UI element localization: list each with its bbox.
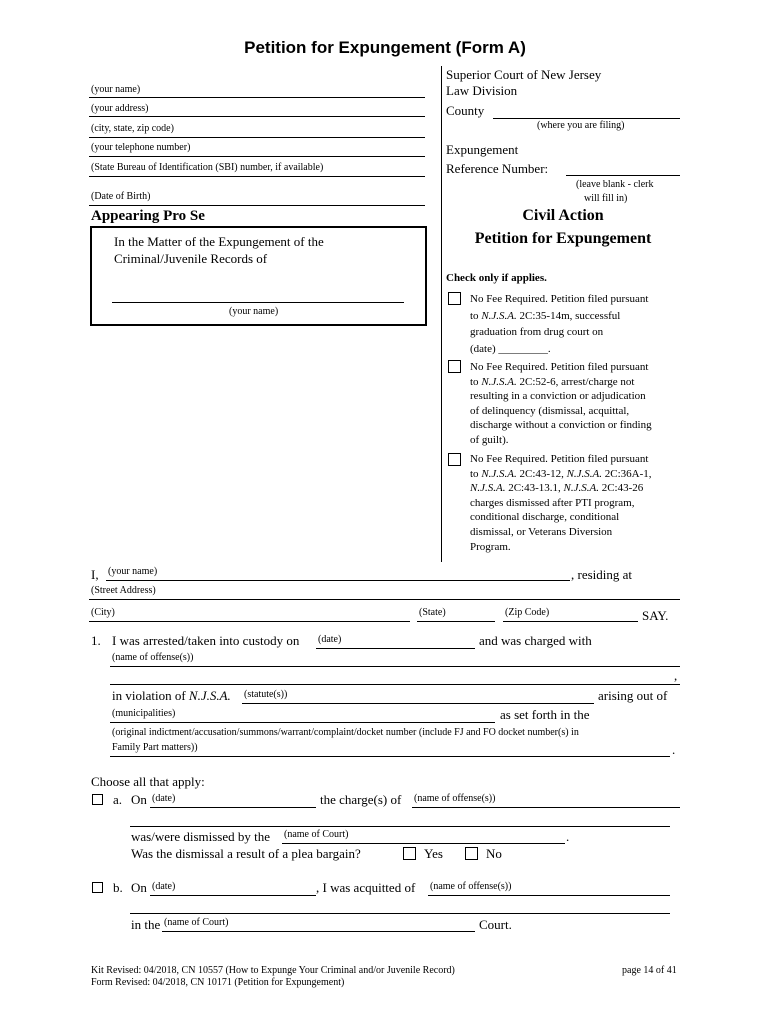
residing-at: , residing at	[571, 567, 633, 582]
matter-line-2: Criminal/Juvenile Records of	[114, 251, 268, 266]
item-1-text: I was arrested/taken into custody on	[112, 633, 300, 648]
option-a-charges-label: the charge(s) of	[320, 792, 402, 807]
expungement-label: Expungement	[446, 142, 519, 157]
docket-period: .	[672, 742, 676, 757]
city-field[interactable]	[89, 621, 410, 622]
option-a-offenses-field-2[interactable]	[130, 826, 670, 827]
page-number: page 14 of 41	[622, 965, 677, 976]
court-end-label: Court.	[479, 917, 512, 932]
option-b-checkbox[interactable]	[92, 882, 103, 893]
your-name-field[interactable]	[89, 97, 425, 98]
offenses-comma: ,	[674, 668, 678, 683]
option-b-court-field[interactable]	[162, 931, 475, 932]
dob-field[interactable]	[89, 205, 425, 206]
dismissed-by-label: was/were dismissed by the	[131, 829, 271, 844]
item-1-number: 1.	[91, 633, 101, 648]
municipalities-hint: (municipalities)	[112, 708, 176, 719]
option-a-label: a.	[113, 792, 123, 807]
reference-number-label: Reference Number:	[446, 161, 549, 176]
option-b-offenses-hint: (name of offense(s))	[430, 881, 512, 892]
fee-option-1: No Fee Required. Petition filed pursuant to N.J.S.A. 2C:35-14m, successful graduation from drug court on (date) _________.	[470, 293, 649, 355]
state-field[interactable]	[417, 621, 495, 622]
option-a-court-field[interactable]	[282, 843, 565, 844]
appearing-pro-se: Appearing Pro Se	[91, 208, 205, 224]
telephone-hint: (your telephone number)	[91, 142, 191, 153]
option-b-label: b.	[113, 880, 123, 895]
sbi-field[interactable]	[89, 176, 425, 177]
arrest-date-hint: (date)	[318, 634, 342, 645]
fee-option-1-checkbox[interactable]	[448, 292, 461, 305]
plea-yes-checkbox[interactable]	[403, 847, 416, 860]
option-a-offenses-hint: (name of offense(s))	[414, 793, 496, 804]
telephone-field[interactable]	[89, 156, 425, 157]
option-a-date-field[interactable]	[150, 807, 316, 808]
footer-form-revised: Form Revised: 04/2018, CN 10171 (Petition for Expungement)	[91, 977, 345, 988]
city-state-zip-hint: (city, state, zip code)	[91, 123, 174, 134]
reference-number-field[interactable]	[566, 175, 680, 176]
option-b-on: On	[131, 880, 147, 895]
option-b-date-hint: (date)	[152, 881, 176, 892]
statutes-hint: (statute(s))	[244, 689, 288, 700]
fee-option-3-checkbox[interactable]	[448, 453, 461, 466]
footer-kit-revised: Kit Revised: 04/2018, CN 10557 (How to Expunge Your Criminal and/or Juvenile Record)	[91, 965, 455, 976]
check-only-heading: Check only if applies.	[446, 272, 547, 284]
original-docket-hint-1: (original indictment/accusation/summons/warrant/complaint/docket number (include FJ and FO docket number(s) in	[112, 727, 579, 738]
say-label: SAY.	[642, 608, 669, 623]
dob-hint: (Date of Birth)	[91, 191, 151, 202]
option-a-court-hint: (name of Court)	[284, 829, 349, 840]
city-state-zip-field[interactable]	[89, 137, 425, 138]
fee-option-2-checkbox[interactable]	[448, 360, 461, 373]
city-hint: (City)	[91, 607, 115, 618]
offenses-field-2[interactable]	[110, 684, 680, 685]
your-name-hint: (your name)	[91, 84, 141, 95]
reference-hint-2: will fill in)	[584, 193, 628, 204]
plea-bargain-question: Was the dismissal a result of a plea bargain?	[131, 846, 361, 861]
offenses-field-1[interactable]	[110, 666, 680, 667]
county-label: County	[446, 103, 485, 118]
original-docket-field[interactable]	[110, 756, 670, 757]
civil-action-heading: Civil Action	[522, 207, 604, 224]
plea-no-label: No	[486, 846, 502, 861]
in-the-label: in the	[131, 917, 161, 932]
county-hint: (where you are filing)	[537, 120, 625, 131]
court-name: Superior Court of New Jersey	[446, 67, 602, 82]
option-b-court-hint: (name of Court)	[164, 917, 229, 928]
law-division: Law Division	[446, 83, 518, 98]
original-docket-hint-2: Family Part matters))	[112, 742, 198, 753]
acquitted-label: , I was acquitted of	[316, 880, 416, 895]
street-field[interactable]	[89, 599, 680, 600]
matter-line-1: In the Matter of the Expungement of the	[114, 234, 324, 249]
option-b-offenses-field-1[interactable]	[428, 895, 670, 896]
body-name-hint: (your name)	[108, 566, 158, 577]
dismissed-period: .	[566, 829, 570, 844]
matter-name-hint: (your name)	[229, 306, 279, 317]
arising-out-of: arising out of	[598, 688, 668, 703]
i-label: I,	[91, 567, 99, 582]
charged-with: and was charged with	[479, 633, 592, 648]
your-address-field[interactable]	[89, 116, 425, 117]
sbi-hint: (State Bureau of Identification (SBI) number, if available)	[91, 162, 324, 173]
plea-yes-label: Yes	[424, 846, 443, 861]
option-a-offenses-field-1[interactable]	[412, 807, 680, 808]
fee-option-2: No Fee Required. Petition filed pursuant to N.J.S.A. 2C:52-6, arrest/charge not resulting in a conviction or adjudication of delinquency (dismissal, acquittal, discharge without a conviction or finding of guilt).	[470, 361, 652, 446]
choose-all-label: Choose all that apply:	[91, 774, 205, 789]
option-b-offenses-field-2[interactable]	[130, 913, 670, 914]
reference-hint-1: (leave blank - clerk	[576, 179, 654, 190]
offenses-hint: (name of offense(s))	[112, 652, 194, 663]
street-hint: (Street Address)	[91, 585, 156, 596]
zip-hint: (Zip Code)	[505, 607, 550, 618]
matter-name-field[interactable]	[112, 302, 404, 303]
header-divider	[441, 66, 442, 562]
county-field[interactable]	[493, 118, 680, 119]
set-forth: as set forth in the	[500, 707, 590, 722]
plea-no-checkbox[interactable]	[465, 847, 478, 860]
option-b-date-field[interactable]	[150, 895, 316, 896]
petition-heading: Petition for Expungement	[474, 230, 652, 247]
option-a-date-hint: (date)	[152, 793, 176, 804]
violation-label: in violation of N.J.S.A.	[112, 688, 231, 703]
arrest-date-field[interactable]	[316, 648, 475, 649]
statutes-field[interactable]	[242, 703, 594, 704]
option-a-checkbox[interactable]	[92, 794, 103, 805]
fee-option-3: No Fee Required. Petition filed pursuant to N.J.S.A. 2C:43-12, N.J.S.A. 2C:36A-1, N.J.S.A. 2C:43-13.1, N.J.S.A. 2C:43-26 charges dismissed after PTI program, conditional discharge, conditional dismissal, or Veterans Diversion Program.	[470, 453, 652, 553]
your-address-hint: (your address)	[91, 103, 149, 114]
page-title: Petition for Expungement (Form A)	[244, 38, 526, 57]
state-hint: (State)	[419, 607, 446, 618]
zip-field[interactable]	[503, 621, 638, 622]
municipalities-field[interactable]	[110, 722, 495, 723]
body-name-field[interactable]	[106, 580, 570, 581]
option-a-on: On	[131, 792, 147, 807]
